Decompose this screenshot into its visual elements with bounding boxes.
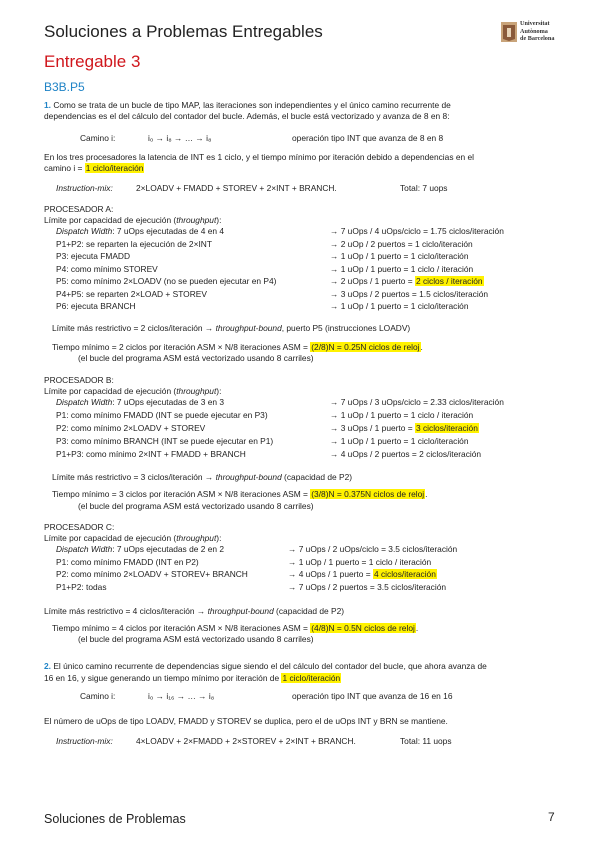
camino-1-chain: i₀ → i₈ → … → i₈ [148,133,212,143]
proca-row-result: → 1 uOp / 1 puerto = 1 ciclo / iteración [330,263,474,274]
proca-row-label: P4: como mínimo STOREV [56,263,158,274]
highlight: 4 ciclos/iteración [373,569,436,579]
paragraph-2b: El número de uOps de tipo LOADV, FMADD y STOREV se duplica, pero el de uOps INT y BRN se mantiene. [44,716,448,726]
logo-line-1: Universitat [520,20,550,27]
procc-row-result: → 7 uOps / 2 puertos = 3.5 ciclos/iteración [288,581,447,592]
logo-line-3: de Barcelona [520,35,555,42]
camino-2-chain: i₀ → i₁₆ → … → i₈ [148,691,215,701]
proca-row-result: → 2 uOp / 2 puertos = 1 ciclo/iteración [330,238,473,249]
university-logo [500,20,570,46]
procb-row-label: P2: como mínimo 2×LOADV + STOREV [56,423,206,433]
footer-title: Soluciones de Problemas [44,812,186,826]
proc-a-restrictive: Límite más restrictivo = 2 ciclos/iteración → throughput-bound, puerto P5 (instrucciones LOADV) [52,323,411,333]
proc-b-restrictive: Límite más restrictivo = 3 ciclos/iteración → throughput-bound (capacidad de P2) [52,472,353,482]
procb-row-label: Dispatch Width: 7 uOps ejecutadas de 3 en 3 [56,397,224,407]
paragraph-2-line-1: 2. El único camino recurrente de dependencias sigue siendo el del cálculo del contador del bucle, que ahora avanza de [44,661,487,671]
highlight: 2 ciclos / iteración [415,276,483,286]
proca-row-result: → 7 uOps / 4 uOps/ciclo = 1.75 ciclos/iteración [330,226,504,236]
instruction-mix-1-value: 2×LOADV + FMADD + STOREV + 2×INT + BRANCH. [136,183,337,193]
proc-a-limit: Límite por capacidad de ejecución (throughput): [44,215,222,225]
proc-c-title: PROCESADOR C: [44,522,115,532]
procb-row-result: → 4 uOps / 2 puertos = 2 ciclos/iteración [330,449,482,459]
procc-row-result: → 1 uOp / 1 puerto = 1 ciclo / iteración [288,556,432,567]
paragraph-1-line-1: 1. Como se trata de un bucle de tipo MAP, las iteraciones son independientes y el único camino recurrente de [44,100,451,110]
camino-2-label: Camino i: [80,691,116,701]
proca-row-result: → 2 uOps / 1 puerto = 2 ciclos / iteración [330,276,483,286]
proc-a-time-min: Tiempo mínimo = 2 ciclos por iteración ASM × N/8 iteraciones ASM = (2/8)N = 0.25N ciclos de reloj. [52,342,423,352]
latency-line-1: En los tres procesadores la latencia de INT es 1 ciclo, y el tiempo mínimo por iteración debido a dependencias en el [44,152,474,162]
procb-row-label: P1+P3: como mínimo 2×INT + FMADD + BRANCH [56,449,246,459]
uab-emblem-icon [500,20,518,44]
procc-row-label: P2: como mínimo 2×LOADV + STOREV+ BRANCH [56,569,248,579]
proc-a-note: (el bucle del programa ASM está vectorizado usando 8 carriles) [78,353,314,363]
section-title: Entregable 3 [44,52,141,71]
instruction-mix-2-total: Total: 11 uops [400,736,452,746]
latency-line-2: camino i = 1 ciclo/iteración [44,163,144,173]
latency-highlight: 1 ciclo/iteración [85,163,144,173]
camino-1-label: Camino i: [80,133,116,143]
proc-b-limit: Límite por capacidad de ejecución (throughput): [44,386,222,396]
procb-row-label: P3: como mínimo BRANCH (INT se puede ejecutar en P1) [56,436,274,446]
highlight: 3 ciclos/iteración [415,423,478,433]
proc-b-note: (el bucle del programa ASM está vectorizado usando 8 carriles) [78,501,314,511]
proca-row-result: → 3 uOps / 2 puertos = 1.5 ciclos/iteración [330,288,489,299]
proca-row-label: P5: como mínimo 2×LOADV (no se pueden ejecutar en P4) [56,276,277,286]
procb-row-result: → 3 uOps / 1 puerto = 3 ciclos/iteración [330,423,478,433]
logo-line-2: Autònoma [520,27,548,35]
procc-row-result: → 4 uOps / 1 puerto = 4 ciclos/iteración [288,569,436,579]
camino-1-desc: operación tipo INT que avanza de 8 en 8 [292,133,444,143]
procc-row-label: P1: como mínimo FMADD (INT en P2) [56,556,199,567]
proca-row-label: Dispatch Width: 7 uOps ejecutadas de 4 en 4 [56,226,224,236]
proc-b-time-min: Tiempo mínimo = 3 ciclos por iteración ASM × N/8 iteraciones ASM = (3/8)N = 0.375N ciclos de reloj. [52,489,428,499]
instruction-mix-1-total: Total: 7 uops [400,183,448,193]
proc-c-time-min: Tiempo mínimo = 4 ciclos por iteración ASM × N/8 iteraciones ASM = (4/8)N = 0.5N ciclos de reloj. [52,623,419,633]
page-number: 7 [548,810,555,824]
instruction-mix-2-value: 4×LOADV + 2×FMADD + 2×STOREV + 2×INT + BRANCH. [136,736,356,746]
proc-b-title: PROCESADOR B: [44,375,114,385]
proc-c-limit: Límite por capacidad de ejecución (throughput): [44,533,222,543]
proca-row-label: P1+P2: se reparten la ejecución de 2×INT [56,238,212,249]
proc-c-restrictive: Límite más restrictivo = 4 ciclos/iteración → throughput-bound (capacidad de P2) [44,606,345,616]
procc-row-result: → 7 uOps / 2 uOps/ciclo = 3.5 ciclos/iteración [288,544,458,554]
procb-row-result: → 7 uOps / 3 uOps/ciclo = 2.33 ciclos/iteración [330,397,504,407]
procb-row-result: → 1 uOp / 1 puerto = 1 ciclo / iteración [330,410,474,420]
procc-row-label: P1+P2: todas [56,581,107,592]
proca-row-label: P6: ejecuta BRANCH [56,301,136,311]
instruction-mix-1: Instruction-mix: [56,183,113,193]
proca-row-result: → 1 uOp / 1 puerto = 1 ciclo/iteración [330,301,469,311]
paragraph-2-line-2: 16 en 16, y sigue generando un tiempo mínimo por iteración de 1 ciclo/iteración [44,673,341,683]
document-header-title: Soluciones a Problemas Entregables [44,22,323,41]
proca-row-label: P4+P5: se reparten 2×LOAD + STOREV [56,288,207,299]
proca-row-label: P3: ejecuta FMADD [56,251,131,261]
paragraph-1-line-2: dependencias es el del cálculo del contador del bucle. Además, el bucle está vectorizado y avanza de 8 en 8: [44,111,450,121]
proca-row-result: → 1 uOp / 1 puerto = 1 ciclo/iteración [330,251,469,261]
subsection-title: B3B.P5 [44,80,85,94]
proc-a-title: PROCESADOR A: [44,204,114,214]
procb-row-label: P1: como mínimo FMADD (INT se puede ejecutar en P3) [56,410,268,420]
procb-row-result: → 1 uOp / 1 puerto = 1 ciclo/iteración [330,436,469,446]
instruction-mix-2: Instruction-mix: [56,736,113,746]
procc-row-label: Dispatch Width: 7 uOps ejecutadas de 2 en 2 [56,544,224,554]
proc-c-note: (el bucle del programa ASM está vectorizado usando 8 carriles) [78,634,314,644]
camino-2-desc: operación tipo INT que avanza de 16 en 16 [292,691,453,701]
